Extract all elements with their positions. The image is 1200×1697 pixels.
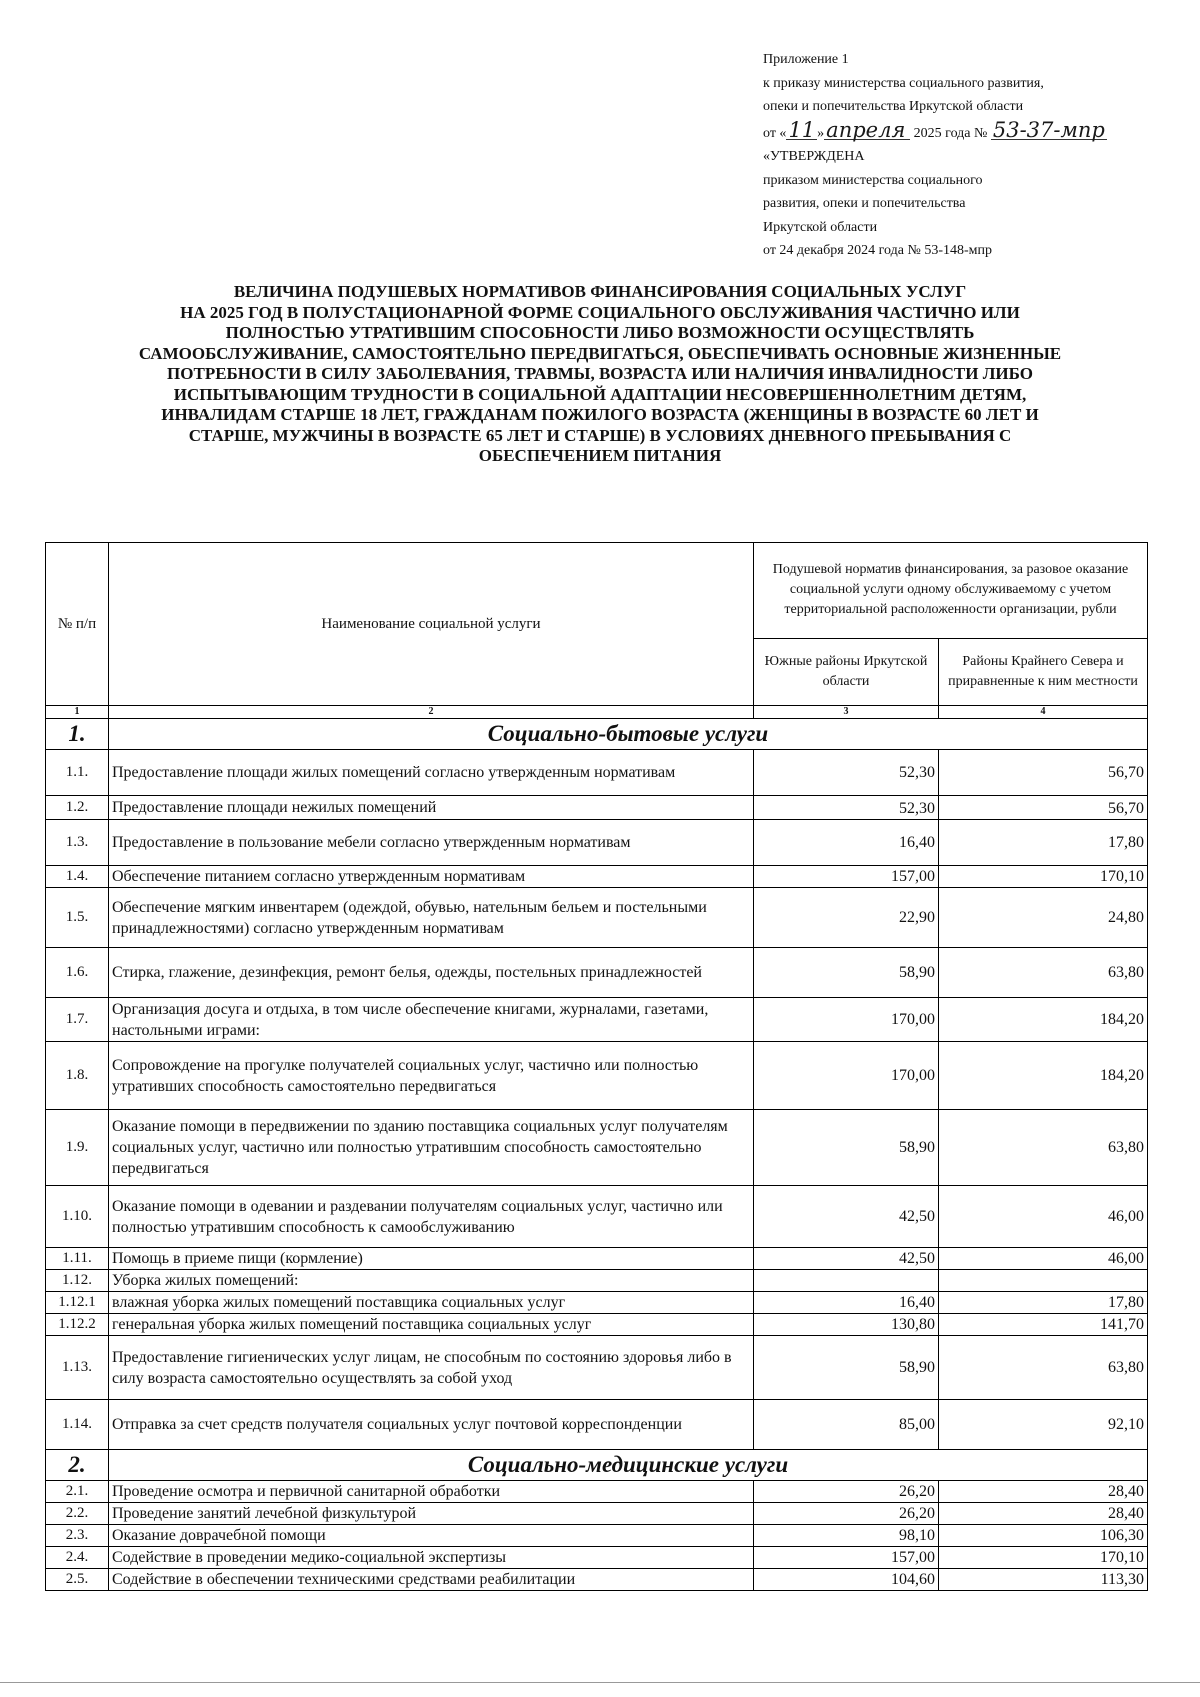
table-row <box>46 796 1148 820</box>
header-num: № п/п <box>46 543 109 706</box>
value-south: 16,40 <box>754 820 939 866</box>
service-name: Проведение занятий лечебной физкультурой <box>109 1503 754 1525</box>
appendix-header <box>763 48 1183 263</box>
column-number: 2 <box>109 706 754 719</box>
value-north: 113,30 <box>939 1569 1148 1591</box>
row-number: 1.4. <box>46 866 109 888</box>
service-name: Оказание доврачебной помощи <box>109 1525 754 1547</box>
order-prefix: от « <box>763 125 787 141</box>
column-number: 4 <box>939 706 1148 719</box>
row-number: 1.9. <box>46 1110 109 1186</box>
title-line: НА 2025 ГОД В ПОЛУСТАЦИОНАРНОЙ ФОРМЕ СОЦИАЛЬНОГО ОБСЛУЖИВАНИЯ ЧАСТИЧНО ИЛИ <box>180 302 1020 322</box>
row-number: 1.12.1 <box>46 1292 109 1314</box>
service-name: Организация досуга и отдыха, в том числе обеспечение книгами, журналами, газетами, настольными играми: <box>109 998 754 1042</box>
value-south: 104,60 <box>754 1569 939 1591</box>
value-south: 52,30 <box>754 750 939 796</box>
value-south: 26,20 <box>754 1503 939 1525</box>
section-row <box>46 719 1148 750</box>
table-row <box>46 1042 1148 1110</box>
row-number: 2.5. <box>46 1569 109 1591</box>
value-north: 17,80 <box>939 820 1148 866</box>
approved-line: приказом министерства социального <box>763 172 983 188</box>
row-number: 1.13. <box>46 1336 109 1400</box>
row-number: 1.5. <box>46 888 109 948</box>
title-line: ОБЕСПЕЧЕНИЕМ ПИТАНИЯ <box>478 446 722 465</box>
order-date-line <box>763 117 1183 146</box>
handwritten-day: 11 <box>788 117 816 142</box>
value-north: 46,00 <box>939 1248 1148 1270</box>
value-north <box>939 1270 1148 1292</box>
value-south: 85,00 <box>754 1400 939 1450</box>
value-south: 52,30 <box>754 796 939 820</box>
section-title: Социально-бытовые услуги <box>109 719 1148 750</box>
header-south: Южные районы Иркутской области <box>754 638 939 705</box>
value-north: 63,80 <box>939 1336 1148 1400</box>
order-year-text: 2025 года № <box>913 125 988 141</box>
title-line: ПОТРЕБНОСТИ В СИЛУ ЗАБОЛЕВАНИЯ, ТРАВМЫ, ВОЗРАСТА ИЛИ НАЛИЧИЯ ИНВАЛИДНОСТИ ЛИБО <box>167 364 1033 383</box>
appendix-line: Приложение 1 <box>763 52 849 67</box>
appendix-line: опеки и попечительства Иркутской области <box>763 99 1024 114</box>
approved-line: «УТВЕРЖДЕНА <box>763 149 865 164</box>
title-line: ПОЛНОСТЬЮ УТРАТИВШИМ СПОСОБНОСТИ ЛИБО ВОЗМОЖНОСТИ ОСУЩЕСТВЛЯТЬ <box>225 323 975 342</box>
approved-line: Иркутской области <box>763 219 878 235</box>
title-line: САМООБСЛУЖИВАНИЕ, САМОСТОЯТЕЛЬНО ПЕРЕДВИГАТЬСЯ, ОБЕСПЕЧИВАТЬ ОСНОВНЫЕ ЖИЗНЕННЫЕ <box>138 343 1062 363</box>
value-south: 157,00 <box>754 1547 939 1569</box>
value-south: 42,50 <box>754 1248 939 1270</box>
value-north: 56,70 <box>939 750 1148 796</box>
table-row <box>46 750 1148 796</box>
column-number: 3 <box>754 706 939 719</box>
row-number: 1.11. <box>46 1248 109 1270</box>
value-south: 58,90 <box>754 948 939 998</box>
row-number: 1.1. <box>46 750 109 796</box>
service-name: Содействие в обеспечении техническими средствами реабилитации <box>109 1569 754 1591</box>
value-south: 170,00 <box>754 1042 939 1110</box>
value-south: 42,50 <box>754 1186 939 1248</box>
table-row <box>46 1270 1148 1292</box>
value-north: 63,80 <box>939 948 1148 998</box>
row-number: 2.2. <box>46 1503 109 1525</box>
table-row <box>46 1314 1148 1336</box>
value-north: 28,40 <box>939 1481 1148 1503</box>
table-row <box>46 1292 1148 1314</box>
value-north: 92,10 <box>939 1400 1148 1450</box>
value-north: 106,30 <box>939 1525 1148 1547</box>
table-row <box>46 1110 1148 1186</box>
service-name: Предоставление площади нежилых помещений <box>109 796 754 820</box>
table-body <box>46 719 1148 1591</box>
section-number: 1. <box>46 719 109 750</box>
service-name: Стирка, глажение, дезинфекция, ремонт белья, одежды, постельных принадлежностей <box>109 948 754 998</box>
service-name: Предоставление в пользование мебели согласно утвержденным нормативам <box>109 820 754 866</box>
row-number: 1.8. <box>46 1042 109 1110</box>
section-number: 2. <box>46 1450 109 1481</box>
value-north: 56,70 <box>939 796 1148 820</box>
table-row <box>46 1481 1148 1503</box>
service-name: Оказание помощи в передвижении по зданию поставщика социальных услуг получателям социальных услуг, частично или полностью утратившим способность самостоятельно передвигаться <box>109 1110 754 1186</box>
service-name: Оказание помощи в одевании и раздевании получателям социальных услуг, частично или полностью утратившим способность к самообслуживанию <box>109 1186 754 1248</box>
row-number: 1.10. <box>46 1186 109 1248</box>
service-name: Обеспечение питанием согласно утвержденным нормативам <box>109 866 754 888</box>
value-south: 98,10 <box>754 1525 939 1547</box>
table-row <box>46 1547 1148 1569</box>
value-north: 141,70 <box>939 1314 1148 1336</box>
row-number: 2.1. <box>46 1481 109 1503</box>
approved-line: от 24 декабря 2024 года № 53-148-мпр <box>763 243 992 258</box>
value-north: 28,40 <box>939 1503 1148 1525</box>
row-number: 2.4. <box>46 1547 109 1569</box>
table-row <box>46 998 1148 1042</box>
table-row <box>46 1336 1148 1400</box>
value-north: 170,10 <box>939 866 1148 888</box>
value-north: 170,10 <box>939 1547 1148 1569</box>
service-name: влажная уборка жилых помещений поставщика социальных услуг <box>109 1292 754 1314</box>
row-number: 1.7. <box>46 998 109 1042</box>
row-number: 1.14. <box>46 1400 109 1450</box>
value-south: 22,90 <box>754 888 939 948</box>
column-number-row <box>46 706 1148 719</box>
value-south <box>754 1270 939 1292</box>
header-name: Наименование социальной услуги <box>109 543 754 706</box>
title-line: ИНВАЛИДАМ СТАРШЕ 18 ЛЕТ, ГРАЖДАНАМ ПОЖИЛОГО ВОЗРАСТА (ЖЕНЩИНЫ В ВОЗРАСТЕ 60 ЛЕТ И <box>161 405 1039 424</box>
service-name: генеральная уборка жилых помещений поставщика социальных услуг <box>109 1314 754 1336</box>
value-south: 130,80 <box>754 1314 939 1336</box>
row-number: 2.3. <box>46 1525 109 1547</box>
normatives-table <box>45 542 1148 1591</box>
value-north: 24,80 <box>939 888 1148 948</box>
value-south: 58,90 <box>754 1336 939 1400</box>
order-mid: » <box>817 125 825 141</box>
table-row <box>46 820 1148 866</box>
table-row <box>46 888 1148 948</box>
table-row <box>46 1525 1148 1547</box>
service-name: Помощь в приеме пищи (кормление) <box>109 1248 754 1270</box>
title-line: ИСПЫТЫВАЮЩИМ ТРУДНОСТИ В СОЦИАЛЬНОЙ АДАПТАЦИИ НЕСОВЕРШЕННОЛЕТНИМ ДЕТЯМ, <box>173 384 1027 404</box>
table-row <box>46 866 1148 888</box>
table-row <box>46 1248 1148 1270</box>
value-north: 184,20 <box>939 1042 1148 1110</box>
row-number: 1.3. <box>46 820 109 866</box>
service-name: Содействие в проведении медико-социальной экспертизы <box>109 1547 754 1569</box>
value-north: 46,00 <box>939 1186 1148 1248</box>
appendix-line: к приказу министерства социального развития, <box>763 75 1044 91</box>
column-number: 1 <box>46 706 109 719</box>
row-number: 1.6. <box>46 948 109 998</box>
approved-line: развития, опеки и попечительства <box>763 196 966 211</box>
service-name: Предоставление гигиенических услуг лицам, не способным по состоянию здоровья либо в силу возраста самостоятельно осуществлять за собой уход <box>109 1336 754 1400</box>
handwritten-month: апреля <box>824 121 910 140</box>
value-north: 63,80 <box>939 1110 1148 1186</box>
value-north: 17,80 <box>939 1292 1148 1314</box>
header-norm: Подушевой норматив финансирования, за разовое оказание социальной услуги одному обслуживаемому с учетом территориальной расположенности организации, рубли <box>754 543 1148 639</box>
table-row <box>46 1503 1148 1525</box>
value-south: 170,00 <box>754 998 939 1042</box>
service-name: Отправка за счет средств получателя социальных услуг почтовой корреспонденции <box>109 1400 754 1450</box>
service-name: Предоставление площади жилых помещений согласно утвержденным нормативам <box>109 750 754 796</box>
page-bottom-rule <box>0 1682 1200 1683</box>
value-south: 26,20 <box>754 1481 939 1503</box>
row-number: 1.2. <box>46 796 109 820</box>
table-row <box>46 1400 1148 1450</box>
document-title <box>40 282 1160 467</box>
table-row <box>46 1569 1148 1591</box>
value-south: 157,00 <box>754 866 939 888</box>
title-line: ВЕЛИЧИНА ПОДУШЕВЫХ НОРМАТИВОВ ФИНАНСИРОВАНИЯ СОЦИАЛЬНЫХ УСЛУГ <box>233 282 967 301</box>
service-name: Обеспечение мягким инвентарем (одеждой, обувью, нательным бельем и постельными принадлежностями) согласно утвержденным нормативам <box>109 888 754 948</box>
value-south: 16,40 <box>754 1292 939 1314</box>
title-line: СТАРШЕ, МУЖЧИНЫ В ВОЗРАСТЕ 65 ЛЕТ И СТАРШЕ) В УСЛОВИЯХ ДНЕВНОГО ПРЕБЫВАНИЯ С <box>188 425 1012 445</box>
handwritten-order-number: 53-37-мпр <box>992 117 1105 142</box>
service-name: Сопровождение на прогулке получателей социальных услуг, частично или полностью утративших способность самостоятельно передвигаться <box>109 1042 754 1110</box>
table-header-row <box>46 543 1148 639</box>
value-south: 58,90 <box>754 1110 939 1186</box>
row-number: 1.12. <box>46 1270 109 1292</box>
table-row <box>46 1186 1148 1248</box>
table-row <box>46 948 1148 998</box>
header-north: Районы Крайнего Севера и приравненные к ним местности <box>939 638 1148 705</box>
service-name: Проведение осмотра и первичной санитарной обработки <box>109 1481 754 1503</box>
row-number: 1.12.2 <box>46 1314 109 1336</box>
section-title: Социально-медицинские услуги <box>109 1450 1148 1481</box>
service-name: Уборка жилых помещений: <box>109 1270 754 1292</box>
value-north: 184,20 <box>939 998 1148 1042</box>
section-row <box>46 1450 1148 1481</box>
